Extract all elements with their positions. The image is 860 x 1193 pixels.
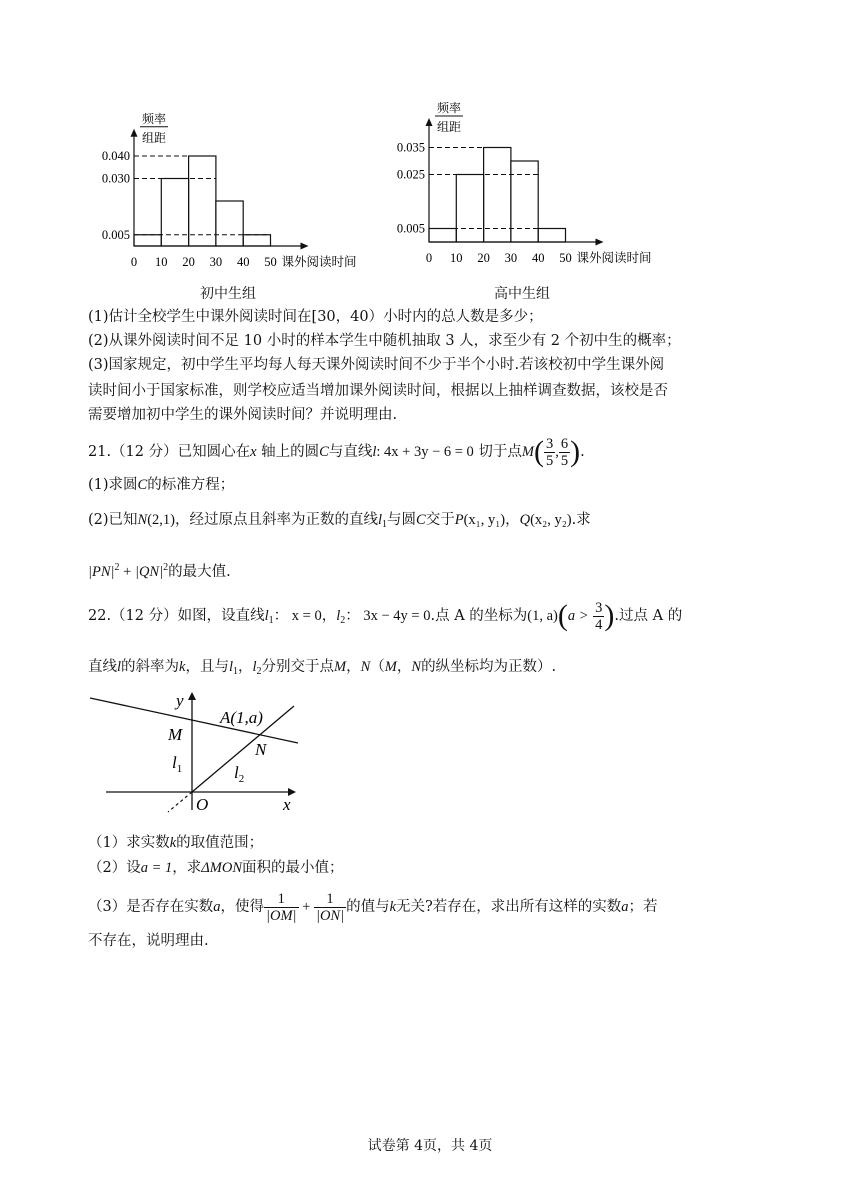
histogram-senior bbox=[385, 88, 675, 288]
y-tick-label: 0.025 bbox=[396, 167, 425, 182]
y-tick-label: 0.040 bbox=[101, 149, 130, 163]
q20-part3-line1: (3)国家规定，初中学生平均每人每天课外阅读时间不少于半个小时.若该校初中学生课外阅 bbox=[88, 357, 665, 373]
x-axis-arrow bbox=[301, 243, 309, 250]
q20-part3-line2: 读时间小于国家标准，则学校应适当增加课外阅读时间，根据以上抽样调查数据，该校是否 bbox=[88, 383, 668, 399]
q21-part2: (2)已知N(2,1)，经过原点且斜率为正数的直线$l_1$与圆C交于P(x₁, y₁)，Q(x₂, y₂).求 bbox=[88, 512, 591, 530]
x-axis-arrow bbox=[596, 239, 604, 246]
x-axis-label: 课外阅读时间 bbox=[576, 251, 652, 265]
x-tick-label: 30 bbox=[504, 251, 518, 265]
q21-part2-cont: $|PN|^2 + |QN|^2$的最大值. bbox=[88, 562, 231, 580]
y-tick-label: 0.005 bbox=[101, 227, 130, 242]
q22-part2: （2）设a = 1，求ΔMON面积的最小值； bbox=[88, 860, 344, 876]
x-tick-label: 30 bbox=[209, 255, 223, 269]
chart-caption-junior: 初中生组 bbox=[200, 286, 256, 302]
x-tick-label: 0 bbox=[130, 255, 138, 269]
label-y: y bbox=[176, 691, 184, 710]
x-tick-label: 10 bbox=[450, 251, 463, 265]
q20-part1: (1)估计全校学生中课外阅读时间在[30，40）小时内的总人数是多少； bbox=[88, 309, 543, 325]
q22-statement: 22.（12 分）如图，设直线$l_1$： x = 0，$l_2$： 3x − 4y = 0.点 A 的坐标为(1, a)(a > $\frac{3}{4}$ ).过点 A 的 bbox=[88, 599, 683, 633]
chart-caption-senior: 高中生组 bbox=[494, 286, 550, 302]
histogram-bar bbox=[538, 229, 565, 243]
line-l2-dashed bbox=[168, 792, 192, 812]
y-tick-label: 0.005 bbox=[396, 221, 425, 236]
y-axis-arrow bbox=[131, 129, 138, 137]
histogram-bar bbox=[161, 179, 188, 247]
label-l2: $l_2$ bbox=[234, 763, 245, 785]
y-label-bottom: 组距 bbox=[437, 120, 462, 134]
histogram-bar bbox=[134, 235, 161, 246]
histogram-bar bbox=[456, 175, 483, 243]
histogram-bar bbox=[243, 235, 270, 246]
q22-part3: （3）是否存在实数a，使得 $\frac{1}{|OM|}$ + $\frac{1}{|ON|}$ 的值与k无关?若存在，求出所有这样的实数a；若 bbox=[88, 890, 658, 924]
label-A: A(1,a) bbox=[220, 708, 263, 727]
x-tick-label: 40 bbox=[531, 251, 545, 265]
y-axis-arrow bbox=[188, 692, 196, 700]
x-tick-label: 50 bbox=[264, 255, 277, 269]
x-axis-label: 课外阅读时间 bbox=[281, 255, 357, 269]
q22-figure bbox=[88, 688, 308, 813]
label-N: N bbox=[255, 740, 267, 759]
histogram-junior bbox=[90, 100, 380, 300]
histogram-bar bbox=[484, 148, 511, 243]
q22-part3-cont: 不存在，说明理由. bbox=[88, 933, 209, 949]
q22-statement-cont: 直线l的斜率为k，且与$l_1$，$l_2$分别交于点M，N（M，N的纵坐标均为正数）. bbox=[88, 659, 557, 677]
x-tick-label: 20 bbox=[477, 251, 490, 265]
x-tick-label: 50 bbox=[559, 251, 572, 265]
histogram-bar bbox=[429, 229, 456, 243]
y-tick-label: 0.030 bbox=[101, 171, 130, 186]
line-l bbox=[90, 698, 298, 743]
label-l1: $l_1$ bbox=[172, 753, 183, 775]
label-M: M bbox=[168, 725, 183, 744]
x-tick-label: 0 bbox=[425, 251, 433, 265]
page-footer: 试卷第 4页，共 4页 bbox=[367, 1138, 493, 1154]
x-tick-label: 10 bbox=[155, 255, 168, 269]
label-x: x bbox=[283, 795, 291, 813]
y-tick-label: 0.035 bbox=[396, 140, 425, 155]
q21-part1: (1)求圆C的标准方程； bbox=[88, 477, 235, 493]
q21-statement: 21.（12 分）已知圆心在x 轴上的圆C与直线l: 4x + 3y − 6 = 0 切于点M( $\frac{3}{5}$ , $\frac{6}{5}$ ). bbox=[88, 435, 585, 469]
y-label-bottom: 组距 bbox=[142, 130, 167, 145]
histogram-bar bbox=[189, 156, 216, 246]
y-axis-arrow bbox=[426, 118, 433, 126]
x-tick-label: 20 bbox=[182, 255, 195, 269]
y-label-top: 频率 bbox=[142, 111, 167, 126]
q22-part1: （1）求实数k的取值范围； bbox=[88, 835, 264, 851]
histogram-bar bbox=[511, 161, 538, 242]
q20-part2: (2)从课外阅读时间不足 10 小时的样本学生中随机抽取 3 人，求至少有 2 个初中生的概率； bbox=[88, 333, 681, 349]
y-label-top: 频率 bbox=[437, 101, 462, 115]
histogram-bar bbox=[216, 201, 243, 246]
label-O: O bbox=[196, 795, 209, 813]
x-tick-label: 40 bbox=[236, 255, 250, 269]
q20-part3-line3: 需要增加初中学生的课外阅读时间？并说明理由. bbox=[88, 407, 398, 423]
